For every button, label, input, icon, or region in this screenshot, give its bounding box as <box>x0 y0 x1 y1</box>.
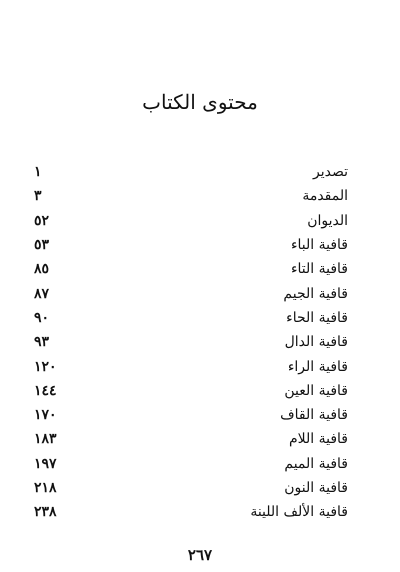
toc-entry <box>34 403 348 427</box>
toc-entry-page: ٨٧ <box>34 285 50 302</box>
toc-entry <box>34 209 348 233</box>
toc-entry-title: قافية الباء <box>290 237 348 254</box>
toc-entry-title: قافية الميم <box>284 455 348 472</box>
toc-entry-page: ٨٥ <box>34 261 50 278</box>
toc-entry-title: المقدمة <box>302 188 348 205</box>
toc-entry <box>34 281 348 305</box>
toc-entry-title: قافية العين <box>284 382 348 399</box>
toc-entry <box>34 330 348 354</box>
toc-entry-page: ١٤٤ <box>34 382 57 399</box>
toc-entry <box>34 160 348 184</box>
toc-entry <box>34 452 348 476</box>
toc-entry-title: قافية الحاء <box>286 309 348 326</box>
toc-entry <box>34 427 348 451</box>
toc-entry-title: تصدير <box>312 164 348 181</box>
toc-entry-title: قافية الجيم <box>283 285 348 302</box>
toc-entry-page: ١٨٣ <box>34 431 57 448</box>
toc-entry-page: ١٩٧ <box>34 455 57 472</box>
toc-entry-page: ٩٣ <box>34 334 50 351</box>
toc-entry-page: ٣ <box>34 188 42 205</box>
toc-entry-page: ٥٢ <box>34 212 50 229</box>
toc-entry <box>34 233 348 257</box>
toc-entry <box>34 184 348 208</box>
table-of-contents <box>34 160 348 524</box>
toc-entry <box>34 306 348 330</box>
toc-entry-title: قافية الراء <box>287 358 348 375</box>
toc-entry-title: قافية اللام <box>288 431 348 448</box>
toc-entry-page: ٢١٨ <box>34 480 57 496</box>
toc-entry-title: قافية النون <box>284 480 348 496</box>
toc-entry-title: قافية التاء <box>290 261 348 278</box>
toc-entry <box>34 354 348 378</box>
toc-entry-title: قافية الألف اللينة <box>250 504 348 521</box>
toc-entry-title: الديوان <box>307 212 348 229</box>
toc-entry <box>34 476 348 500</box>
page-number: ٢٦٧ <box>187 546 213 564</box>
toc-entry <box>34 379 348 403</box>
toc-entry-page: ٢٣٨ <box>34 504 57 521</box>
toc-entry-title: قافية الدال <box>284 334 348 351</box>
toc-entry-page: ٩٠ <box>34 309 50 326</box>
toc-entry <box>34 257 348 281</box>
toc-entry-title: قافية القاف <box>280 407 348 424</box>
page-title: محتوى الكتاب <box>142 90 258 114</box>
toc-entry <box>34 500 348 524</box>
toc-entry-page: ١٢٠ <box>34 358 57 375</box>
toc-entry-page: ١٧٠ <box>34 407 57 424</box>
toc-entry-page: ١ <box>34 164 42 181</box>
toc-entry-page: ٥٣ <box>34 237 50 254</box>
